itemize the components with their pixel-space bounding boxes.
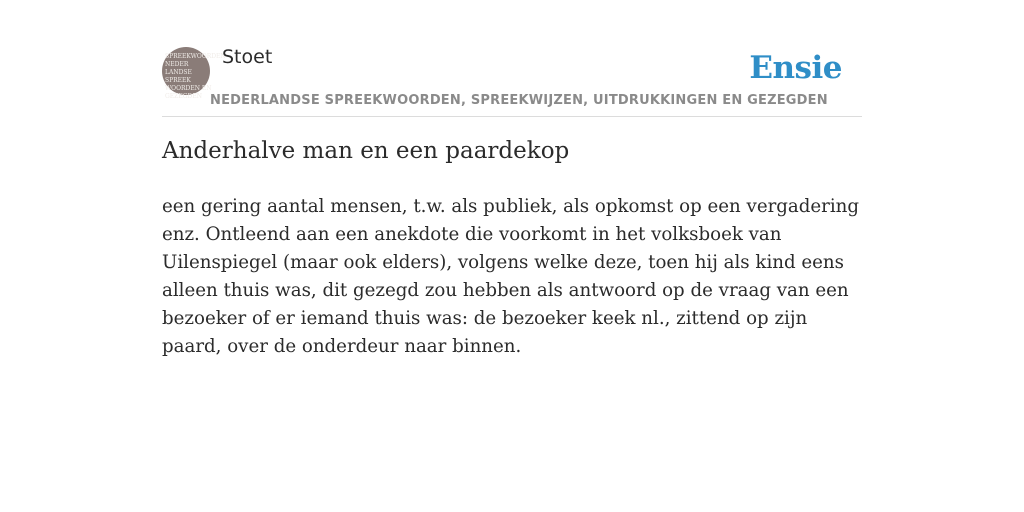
source-subtitle[interactable]: NEDERLANDSE SPREEKWOORDEN, SPREEKWIJZEN, UITDRUKKINGEN EN GEZEGDEN [210,93,828,108]
source-header [162,45,862,117]
entry-title: Anderhalve man en een paardekop [162,138,570,164]
ensie-logo[interactable]: Ensie [749,50,842,86]
avatar-book-cover-text: SPREEKWOORDEN NEDER LANDSE SPREEK WOORDEN EN GEZEGDEN [165,53,226,100]
entry-definition: een gering aantal mensen, t.w. als publiek, als opkomst op een vergadering enz. Ontleend aan een anekdote die voorkomt in het volksboek van Uilenspiegel (maar ook elders), volgens welke deze, toen hij als kind eens alleen thuis was, dit gezegd zou hebben als antwoord op de vraag van een bezoeker of er iemand thuis was: de bezoeker keek nl., zittend op zijn paard, over de onderdeur naar binnen. [162,196,860,357]
source-avatar[interactable] [162,47,226,100]
author-name[interactable]: Stoet [222,46,273,68]
